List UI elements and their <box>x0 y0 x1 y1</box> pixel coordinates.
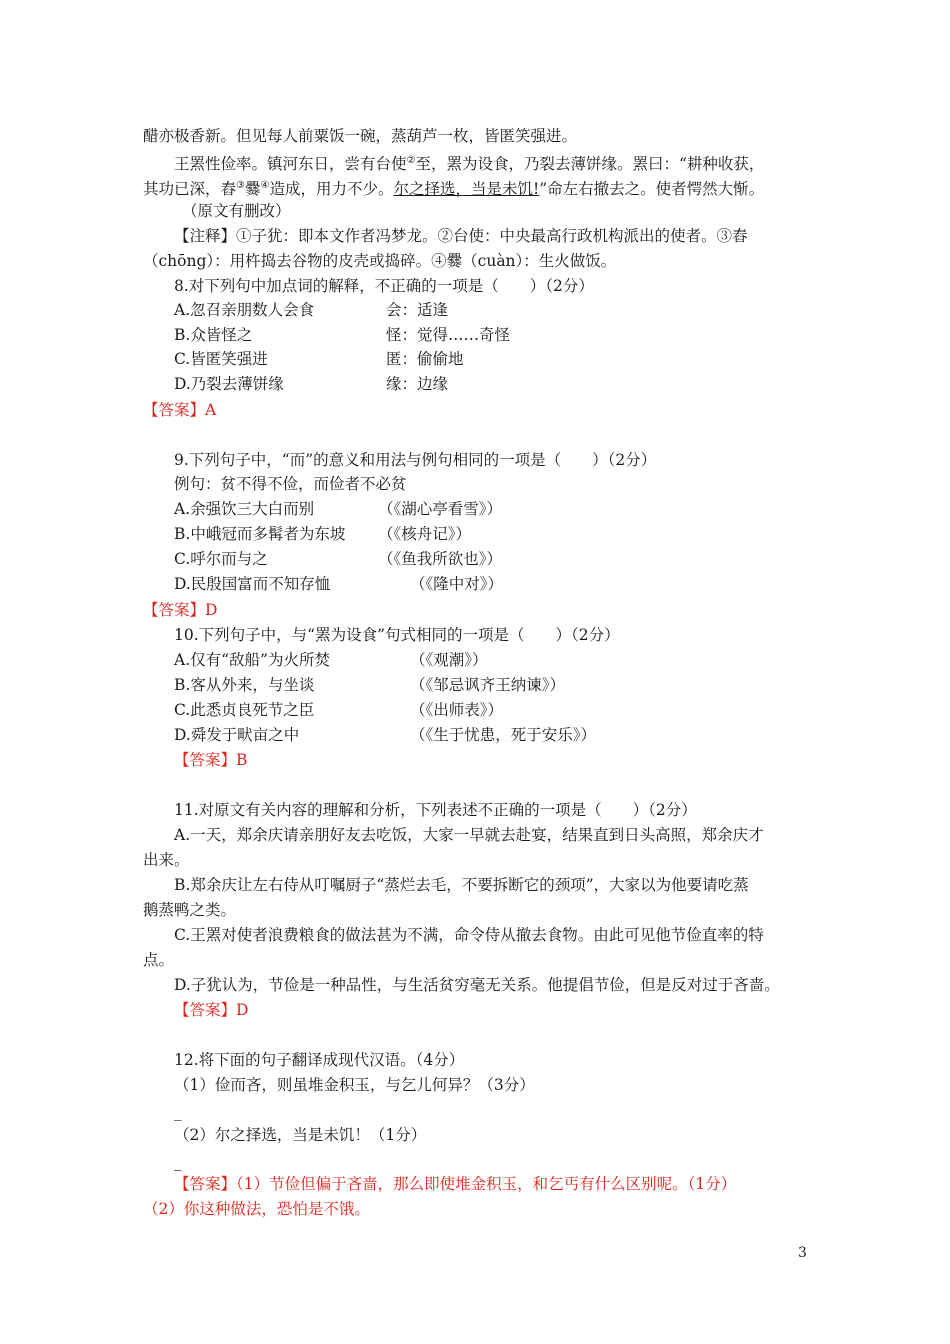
source-note: （原文有删改） <box>182 202 291 220</box>
question-11-stem: 11.对原文有关内容的理解和分析，下列表述不正确的一项是（ ）（2分） <box>174 801 697 819</box>
option-a: A.忽召亲朋数人会食 <box>174 301 315 319</box>
note-marker: ② <box>406 155 416 166</box>
answer-10: 【答案】B <box>174 751 248 769</box>
answer-9: 【答案】D <box>143 601 218 619</box>
option-c: C.王罴对使者浪费粮食的做法甚为不满，命令侍从撤去食物。由此可见他节俭直率的特 <box>174 926 764 944</box>
answer-12-line1: 【答案】（1）节俭但偏于吝啬，那么即使堆金积玉，和乞丐有什么区别呢。（1分） <box>174 1175 737 1193</box>
option-d: D.子犹认为，节俭是一种品性，与生活贫穷毫无关系。他提倡节俭，但是反对过于吝啬。 <box>174 976 780 994</box>
question-10-stem: 10.下列句子中，与“罴为设食”句式相同的一项是（ ）（2分） <box>174 626 620 644</box>
page-number: 3 <box>798 1245 807 1261</box>
option-a: A.仅有“敌船”为火所焚 <box>174 651 330 669</box>
annotation-line: 【注释】①子犹：即本文作者冯梦龙。②台使：中央最高行政机构派出的使者。③舂 <box>174 227 748 245</box>
answer-blank-2: _ <box>174 1153 182 1171</box>
example-sentence: 例句：贫不得不俭，而俭者不必贫 <box>174 475 407 493</box>
answer-12-line2: （2）你这种做法，恐怕是不饿。 <box>143 1200 370 1218</box>
note-marker: ④ <box>260 180 270 191</box>
option-d: D.民殷国富而不知存恤 <box>174 575 331 593</box>
option-b-source: （《核舟记》） <box>378 525 472 543</box>
passage-line <box>143 176 764 199</box>
answer-11: 【答案】D <box>174 1001 249 1019</box>
option-b: B.客从外来，与坐谈 <box>174 676 315 694</box>
option-b-source: （《邹忌讽齐王纳谏》） <box>410 676 566 694</box>
passage-text: 王罴性俭率。镇河东日，尝有台使 <box>174 155 407 174</box>
answer-8: 【答案】A <box>143 401 217 419</box>
answer-blank-1: _ <box>174 1103 182 1121</box>
option-a: A.一天，郑余庆请亲朋好友去吃饭，大家一早就去赴宴，结果直到日头高照，郑余庆才 <box>174 826 764 844</box>
option-c-source: （《出师表》） <box>410 701 504 719</box>
option-a-source: （《湖心亭看雪》） <box>378 500 503 518</box>
question-8-stem: 8.对下列句中加点词的解释，不正确的一项是（ ）（2分） <box>174 277 594 295</box>
underlined-sentence: 尔之择选，当是未饥! <box>393 180 540 199</box>
option-c: C.此悉贞良死节之臣 <box>174 701 315 719</box>
annotation-line: （chōng）：用杵捣去谷物的皮壳或捣碎。④爨（cuàn）：生火做饭。 <box>143 252 617 270</box>
option-c-cont: 点。 <box>143 951 175 969</box>
passage-text: 造成，用力不少。 <box>269 180 394 199</box>
sub-question-2: （2）尔之择选，当是未饥！（1分） <box>174 1126 427 1144</box>
option-b: B.众皆怪之 <box>174 326 253 344</box>
option-b-gloss: 怪：觉得……奇怪 <box>386 326 511 344</box>
option-b: B.郑余庆让左右侍从叮嘱厨子“蒸烂去毛，不要拆断它的颈项”，大家以为他要请吃蒸 <box>174 876 749 894</box>
question-9-stem: 9.下列句子中，“而”的意义和用法与例句相同的一项是（ ）（2分） <box>174 451 657 469</box>
option-a-cont: 出来。 <box>143 851 190 869</box>
passage-text: 其功已深，舂 <box>143 180 237 199</box>
option-b: B.中峨冠而多髯者为东坡 <box>174 525 346 543</box>
passage-text: 爨 <box>244 180 261 199</box>
passage-line: 醋亦极香新。但见每人前粟饭一碗，蒸葫芦一枚，皆匿笑强进。 <box>143 127 578 145</box>
option-d-source: （《隆中对》） <box>410 575 504 593</box>
option-a: A.余强饮三大白而别 <box>174 500 315 518</box>
option-c-gloss: 匿：偷偷地 <box>386 350 464 368</box>
option-d: D.乃裂去薄饼缘 <box>174 375 284 393</box>
option-c: C.呼尔而与之 <box>174 550 268 568</box>
passage-text: 至，罴为设食，乃裂去薄饼缘。罴曰：“耕种收获， <box>415 155 765 174</box>
option-a-gloss: 会：适逢 <box>386 301 449 319</box>
passage-text: ”命左右撤去之。使者愕然大惭。 <box>539 180 765 199</box>
option-a-source: （《观潮》） <box>410 651 488 669</box>
question-12-stem: 12.将下面的句子翻译成现代汉语。（4分） <box>174 1051 465 1069</box>
option-d: D.舜发于畎亩之中 <box>174 726 300 744</box>
option-c: C.皆匿笑强进 <box>174 350 268 368</box>
sub-question-1: （1）俭而吝，则虽堆金积玉，与乞儿何异？（3分） <box>174 1076 535 1094</box>
passage-line <box>174 151 764 174</box>
option-d-source: （《生于忧患，死于安乐》） <box>410 726 597 744</box>
option-b-cont: 鹅蒸鸭之类。 <box>143 901 237 919</box>
note-marker: ③ <box>236 180 245 191</box>
option-d-gloss: 缘：边缘 <box>386 375 449 393</box>
option-c-source: （《鱼我所欲也》） <box>378 550 503 568</box>
